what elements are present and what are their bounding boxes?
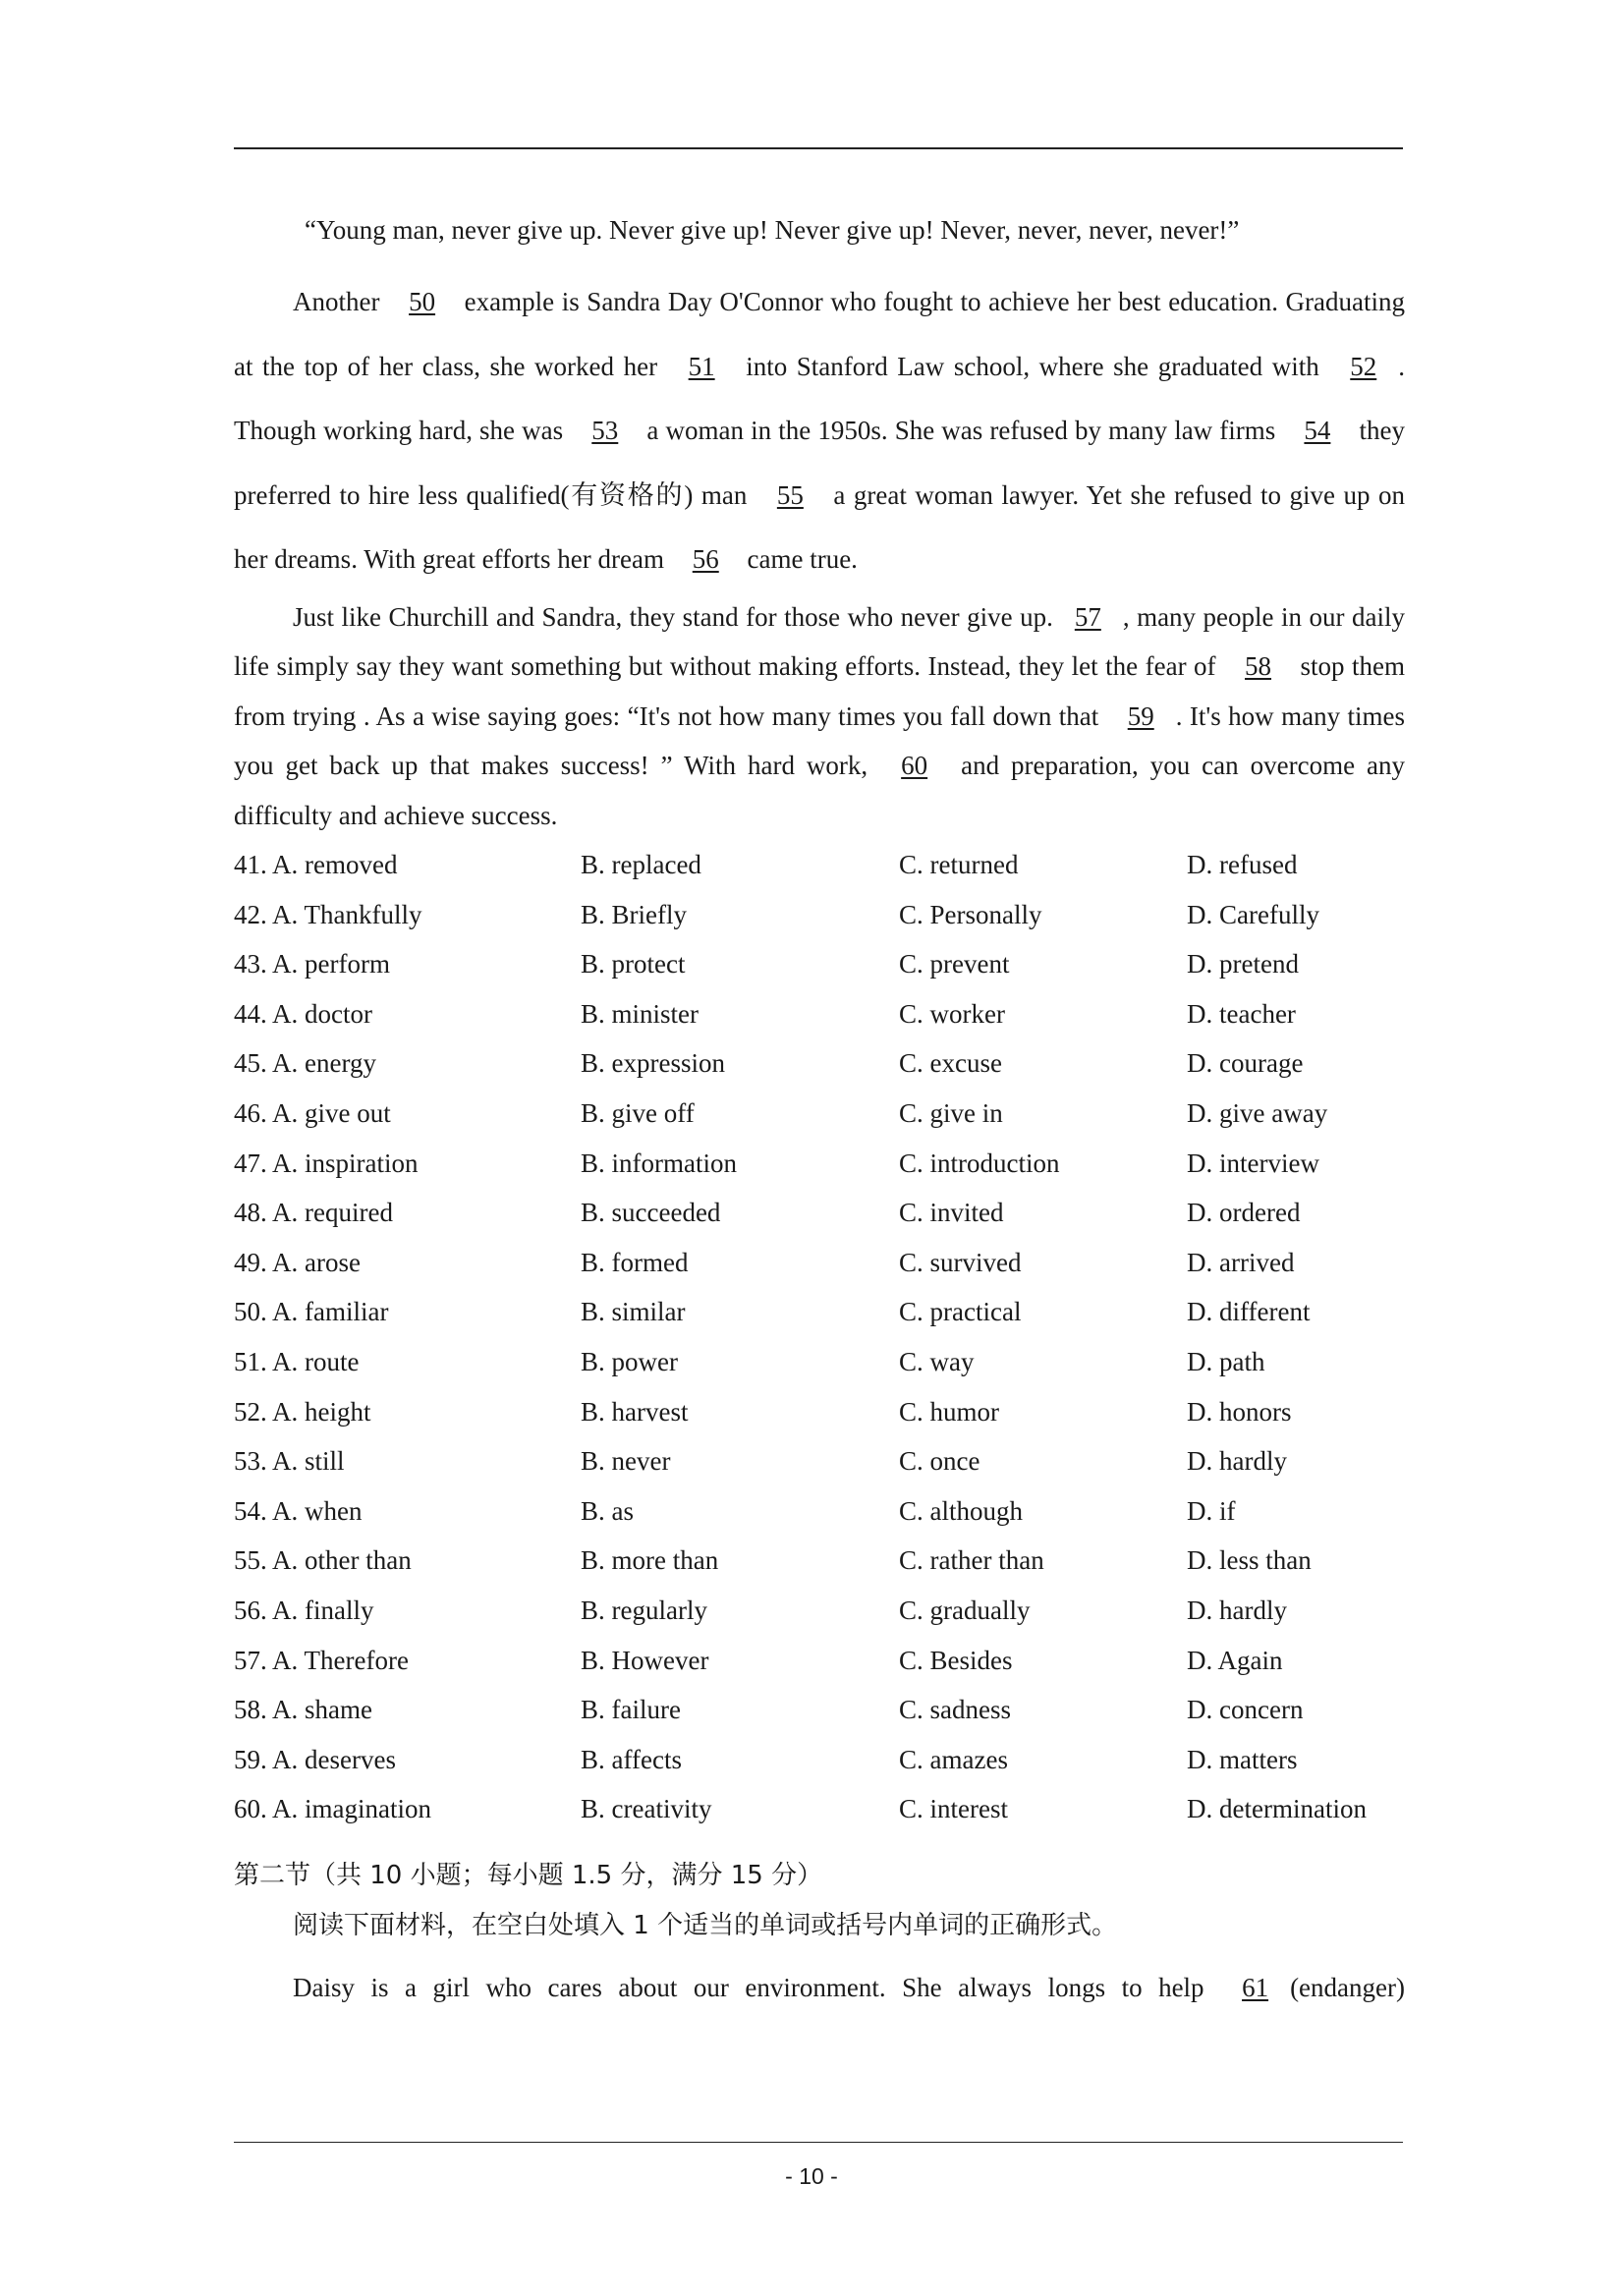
option-row: 45. A. energy B. expression C. excuse D. courage [234,1048,1304,1079]
blank-59: 59 [1127,700,1154,731]
option-row: 42. A. Thankfully B. Briefly C. Personally D. Carefully [234,899,1319,929]
blank-58: 58 [1245,651,1272,681]
option-row: 57. A. Therefore B. However C. Besides D. Again [234,1645,1283,1675]
option-row: 51. A. route B. power C. way D. path [234,1346,1265,1376]
option-row: 54. A. when B. as C. although D. if [234,1495,1236,1526]
option-row: 46. A. give out B. give off C. give in D. give away [234,1097,1328,1128]
option-row: 49. A. arose B. formed C. survived D. arrived [234,1247,1295,1277]
answer-options [234,840,1405,1834]
page-content [234,206,1405,2021]
blank-51: 51 [688,351,715,381]
passage-paragraph-sandra: Another 50 example is Sandra Day O'Connor who fought to achieve her best education. Graduating at the top of her class, she worked her 51 into Stanford Law school, where she graduated with 52 . Though working hard, she was 53 a woman in the 1950s. She was refused by many law firms 54 they preferred to hire less qualified(有资格的) man 55 a great woman lawyer. Yet she refused to give up on her dreams. With great efforts her dream 56 came true. [234,270,1405,592]
section-2-title: 第二节（共 10 小题；每小题 1.5 分，满分 15 分） [234,1860,823,1890]
option-row: 56. A. finally B. regularly C. gradually D. hardly [234,1595,1287,1625]
page-number: - 10 - [785,2163,838,2189]
option-row: 60. A. imagination B. creativity C. interest D. determination [234,1794,1367,1824]
blank-61: 61 [1242,1972,1269,2002]
blank-57: 57 [1074,601,1101,632]
blank-53: 53 [591,416,619,445]
option-row: 43. A. perform B. protect C. prevent D. pretend [234,949,1299,980]
footer-rule [234,2142,1403,2143]
option-row: 47. A. inspiration B. information C. introduction D. interview [234,1148,1319,1178]
option-row: 59. A. deserves B. affects C. amazes D. matters [234,1744,1298,1774]
option-row: 53. A. still B. never C. once D. hardly [234,1446,1287,1477]
blank-56: 56 [692,544,719,574]
option-row: 55. A. other than B. more than C. rather than D. less than [234,1545,1312,1576]
blank-50: 50 [409,287,436,316]
passage-paragraph-conclusion: Just like Churchill and Sandra, they stand for those who never give up. 57 , many people in our daily life simply say they want something but without making efforts. Instead, they let the fear of 58 stop them from trying . As a wise saying goes: “It's not how many times you fall down that 59 . It's how many times you get back up that makes success! ” With hard work, 60 and preparation, you can overcome any difficulty and achieve success. [234,592,1405,841]
blank-52: 52 [1350,351,1377,381]
option-row: 44. A. doctor B. minister C. worker D. teacher [234,998,1296,1029]
header-rule [234,147,1403,149]
option-row: 48. A. required B. succeeded C. invited D. ordered [234,1198,1301,1228]
blank-60: 60 [901,751,928,780]
churchill-quote: “Young man, never give up. Never give up! Never give up! Never, never, never, never!” [305,215,1240,245]
passage-paragraph-daisy: Daisy is a girl who cares about our environment. She always longs to help 61 (endanger) [234,1954,1405,2021]
option-row: 58. A. shame B. failure C. sadness D. concern [234,1695,1304,1725]
section-2-instruction: 阅读下面材料，在空白处填入 1 个适当的单词或括号内单词的正确形式。 [293,1910,1118,1940]
option-row: 50. A. familiar B. similar C. practical D. different [234,1297,1311,1327]
option-row: 41. A. removed B. replaced C. returned D. refused [234,850,1298,879]
blank-54: 54 [1304,416,1331,445]
blank-55: 55 [776,479,804,510]
option-row: 52. A. height B. harvest C. humor D. honors [234,1396,1292,1427]
